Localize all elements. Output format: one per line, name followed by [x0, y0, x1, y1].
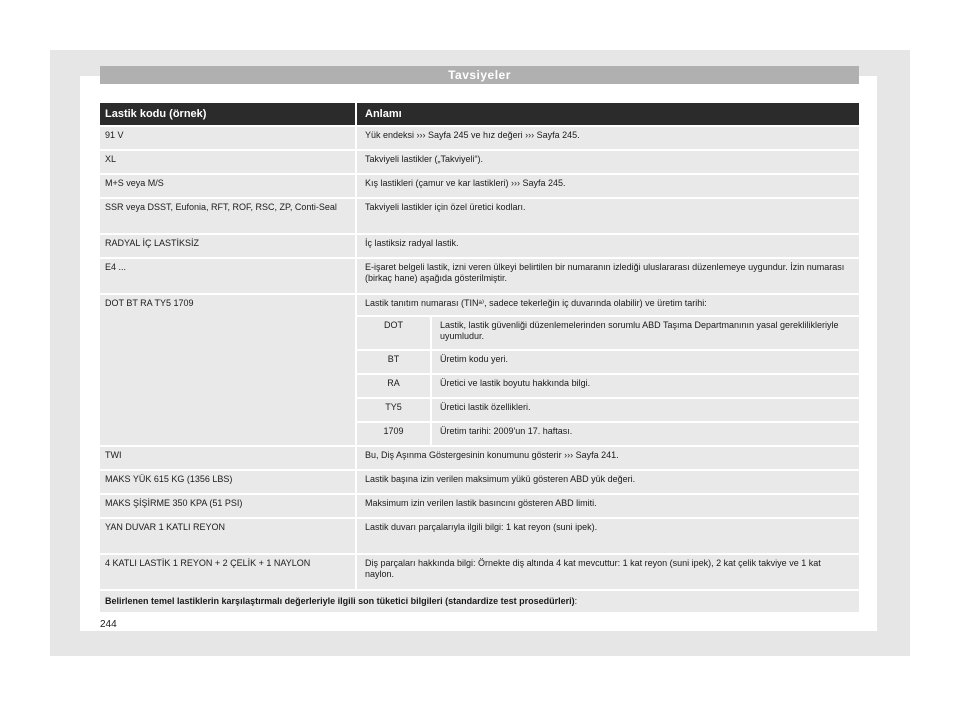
- dot-sub-row: [357, 351, 859, 373]
- row-meaning: Takviyeli lastikler („Takviyeli“).: [357, 151, 859, 173]
- dot-sub-code: RA: [357, 375, 432, 397]
- row-code: M+S veya M/S: [100, 175, 357, 197]
- row-code: E4 ...: [100, 259, 357, 293]
- dot-sub-desc: Üretici lastik özellikleri.: [432, 399, 859, 421]
- row-code: DOT BT RA TY5 1709: [100, 295, 357, 445]
- row-code: MAKS YÜK 615 KG (1356 LBS): [100, 471, 357, 493]
- dot-sub-code: BT: [357, 351, 432, 373]
- table-row: [100, 259, 859, 293]
- row-meaning-group: [357, 295, 859, 445]
- dot-sub-row: [357, 375, 859, 397]
- dot-sub-code: TY5: [357, 399, 432, 421]
- row-meaning: Maksimum izin verilen lastik basıncını gösteren ABD limiti.: [357, 495, 859, 517]
- row-meaning: E-işaret belgeli lastik, izni veren ülkeyi belirtilen bir numaranın izlediği uluslararası düzenlemeye uygundur. İzin numarası (birkaç hane) aşağıda gösterilmiştir.: [357, 259, 859, 293]
- table-row: [100, 235, 859, 257]
- row-code: SSR veya DSST, Eufonia, RFT, ROF, RSC, ZP, Conti-Seal: [100, 199, 357, 233]
- table-row: [100, 555, 859, 589]
- row-meaning: İç lastiksiz radyal lastik.: [357, 235, 859, 257]
- row-code: TWI: [100, 447, 357, 469]
- row-meaning: Lastik duvarı parçalarıyla ilgili bilgi: 1 kat reyon (suni ipek).: [357, 519, 859, 553]
- table-row: [100, 495, 859, 517]
- table-header: [100, 103, 859, 125]
- table-row: [100, 447, 859, 469]
- row-meaning: Yük endeksi ››› Sayfa 245 ve hız değeri ››› Sayfa 245.: [357, 127, 859, 149]
- row-code: XL: [100, 151, 357, 173]
- table-footer: [100, 591, 859, 612]
- table-row: [100, 199, 859, 233]
- dot-sub-row: [357, 317, 859, 349]
- table-row: [100, 471, 859, 493]
- row-meaning: Bu, Diş Aşınma Göstergesinin konumunu gösterir ››› Sayfa 241.: [357, 447, 859, 469]
- row-meaning: Lastik başına izin verilen maksimum yükü gösteren ABD yük değeri.: [357, 471, 859, 493]
- row-meaning: Lastik tanıtım numarası (TINᵃ⁾, sadece tekerleğin iç duvarında olabilir) ve üretim tarihi:: [357, 295, 859, 315]
- footer-text: Belirlenen temel lastiklerin karşılaştırmalı değerleriyle ilgili son tüketici bilgileri (standardize test prosedürleri): [105, 596, 575, 606]
- row-meaning: Takviyeli lastikler için özel üretici kodları.: [357, 199, 859, 233]
- table-row: [100, 127, 859, 149]
- row-code: MAKS ŞİŞİRME 350 KPA (51 PSI): [100, 495, 357, 517]
- row-code: RADYAL İÇ LASTİKSİZ: [100, 235, 357, 257]
- row-meaning: Kış lastikleri (çamur ve kar lastikleri) ››› Sayfa 245.: [357, 175, 859, 197]
- dot-sub-row: [357, 399, 859, 421]
- table-row-dot: [100, 295, 859, 445]
- dot-sub-code: DOT: [357, 317, 432, 349]
- dot-sub-desc: Üretim kodu yeri.: [432, 351, 859, 373]
- table-row: [100, 519, 859, 553]
- header-tire-code: Lastik kodu (örnek): [100, 103, 357, 125]
- table-row: [100, 175, 859, 197]
- row-code: YAN DUVAR 1 KATLI REYON: [100, 519, 357, 553]
- dot-sub-row: [357, 423, 859, 445]
- table-row: [100, 151, 859, 173]
- row-meaning: Diş parçaları hakkında bilgi: Örnekte diş altında 4 kat mevcuttur: 1 kat reyon (suni ipek), 2 kat çelik takviye ve 1 kat naylon.: [357, 555, 859, 589]
- row-code: 91 V: [100, 127, 357, 149]
- footer-colon: :: [574, 596, 578, 606]
- section-title: Tavsiyeler: [100, 66, 859, 84]
- header-meaning: Anlamı: [365, 108, 402, 120]
- dot-sub-desc: Lastik, lastik güvenliği düzenlemelerinden sorumlu ABD Taşıma Departmanının yasal gereklilikleriyle uyumludur.: [432, 317, 859, 349]
- row-code: 4 KATLI LASTİK 1 REYON + 2 ÇELİK + 1 NAYLON: [100, 555, 357, 589]
- dot-sub-code: 1709: [357, 423, 432, 445]
- dot-sub-desc: Üretici ve lastik boyutu hakkında bilgi.: [432, 375, 859, 397]
- tire-code-table: [100, 103, 859, 612]
- dot-sub-desc: Üretim tarihi: 2009'un 17. haftası.: [432, 423, 859, 445]
- page-number: 244: [100, 619, 117, 630]
